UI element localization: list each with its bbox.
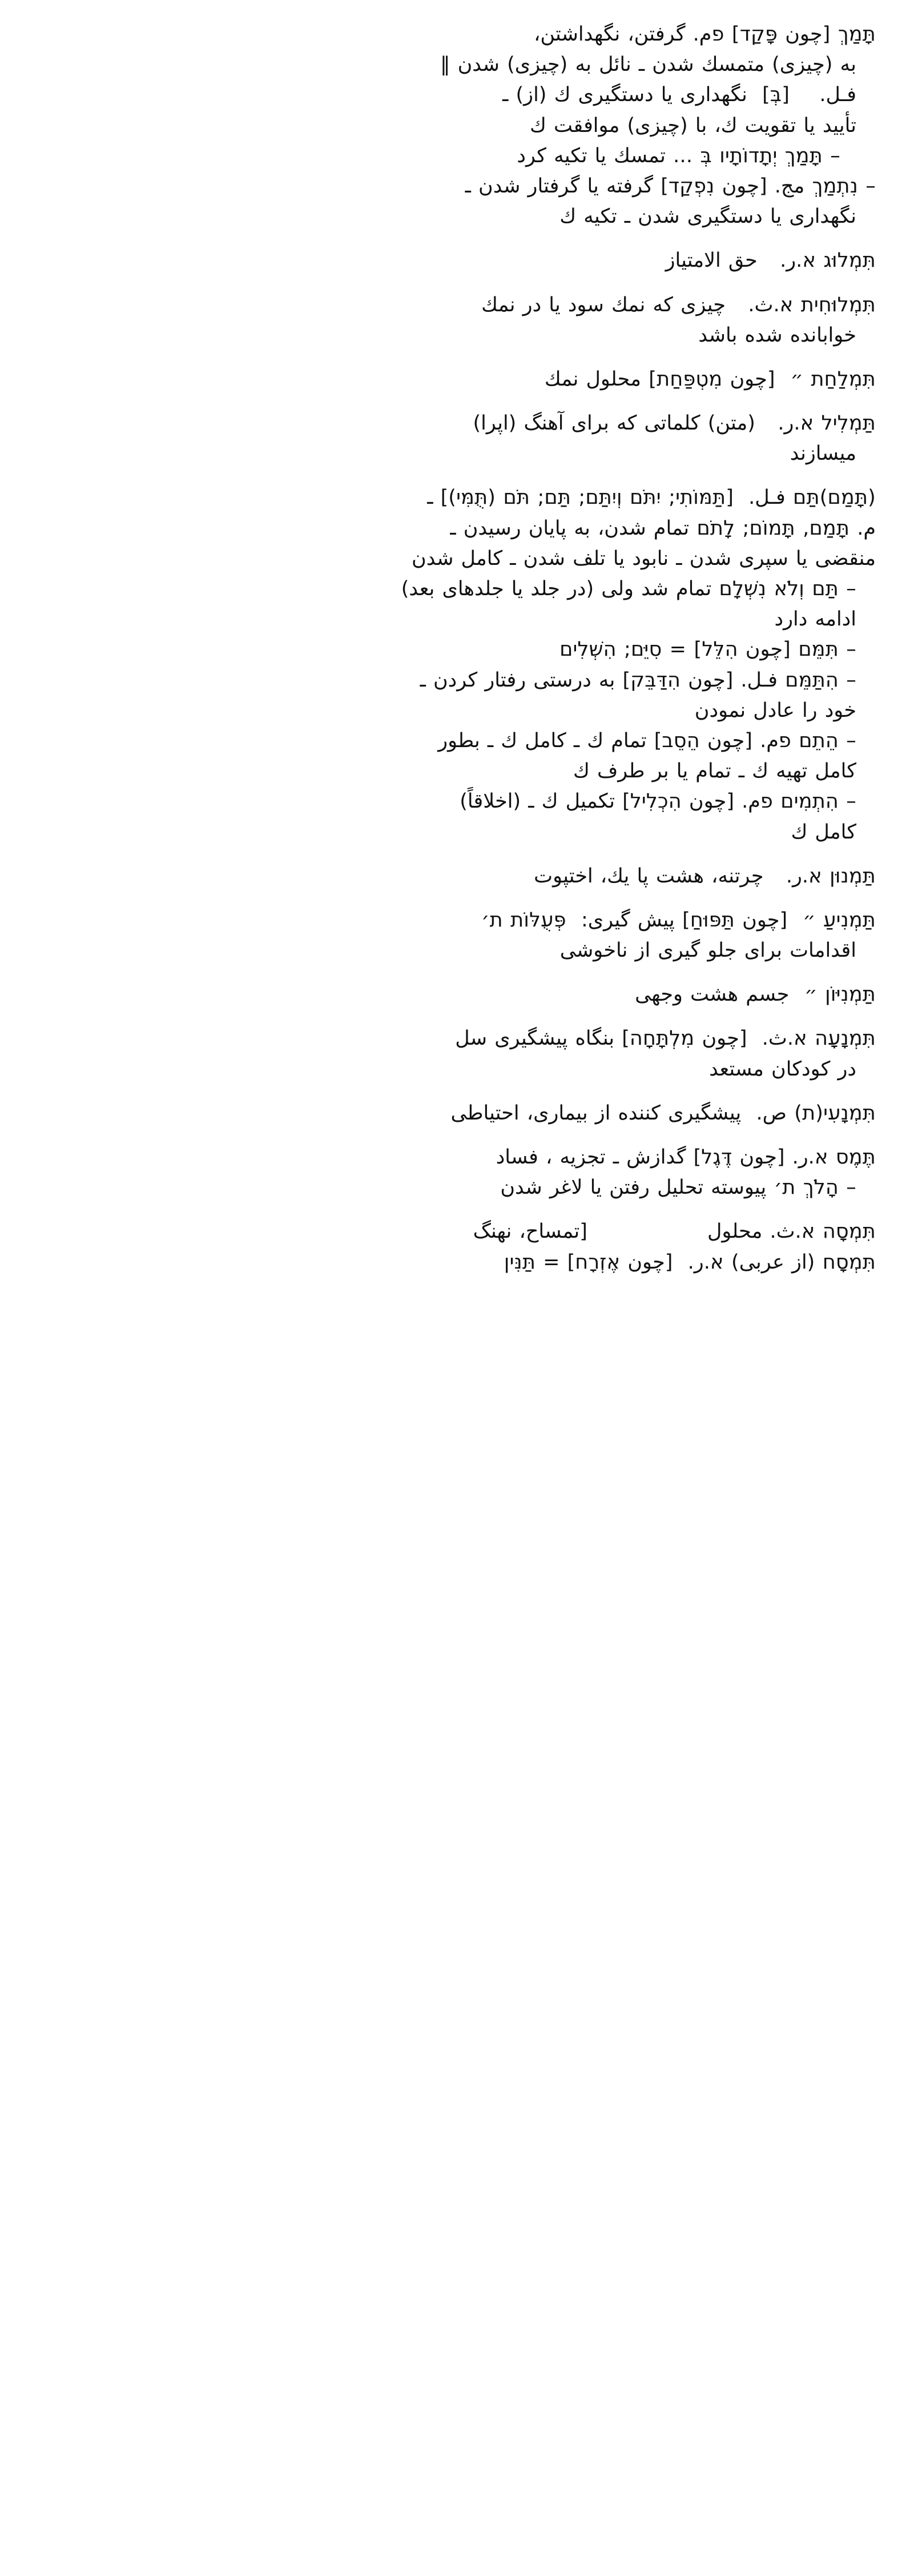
entry-spacer — [33, 469, 876, 479]
entry-body-line: به (چیزی) متمسك شدن ـ نائل به (چیزی) شدن ‖ — [440, 53, 856, 77]
entry-body-line: תִּמְסָח (از عربی) א.ر. [چون אֶזְרָח] = תַּנִּין — [504, 1250, 876, 1274]
entry-body-line: خوابانده شده باشد — [698, 323, 856, 347]
entry-spacer — [33, 1278, 876, 1288]
dictionary-entry — [33, 1024, 876, 1094]
dictionary-entry — [33, 1098, 876, 1139]
entry-spacer — [33, 1085, 876, 1095]
entry-body-line: خود را عادل نمودن — [694, 699, 856, 722]
entry-list — [33, 19, 876, 1288]
dictionary-entry — [33, 483, 876, 857]
dictionary-entry — [33, 364, 876, 405]
entry-spacer — [33, 1129, 876, 1139]
entry-spacer — [33, 276, 876, 287]
entry-spacer — [33, 395, 876, 405]
entry-headword-line: תָּמַךְ [چون פָּקַד] פ‌م. گرفتن، نگهداشتن، — [534, 23, 876, 46]
entry-body-line: نگهداری یا دستگیری شدن ـ تکیه ك — [559, 205, 856, 228]
entry-body-line: ادامه دارد — [774, 608, 856, 631]
entry-headword-line: תִּמְלַחַת ״ [چون מִטְפַּחַת] محلول نمك — [544, 367, 876, 391]
entry-body-line: – תִּמֵּם [چون הִלֵּל] = סִיֵּם; הִשְׁלִים — [559, 638, 856, 661]
entry-body-line: م. תָּמַם, תָּמוֹם; לָתֹם تمام شدن، به پایان رسیدن ـ — [450, 516, 876, 540]
dictionary-entry — [33, 290, 876, 361]
entry-spacer — [33, 1010, 876, 1020]
entry-headword-line: תַּמְנִיעַ ״ [چون תַּפּוּחַ] پیش گیری: פְּעֻלּוֹת ת׳ — [481, 908, 876, 932]
entry-spacer — [33, 351, 876, 361]
entry-body-line: – תָּמַךְ יְתָדוֹתָיו בְּ ... تمسك یا تکیه کرد — [517, 144, 840, 167]
entry-body-line: منقضی یا سپری شدن ـ نابود یا تلف شدن ـ کامل شدن — [412, 547, 876, 570]
entry-headword-line: תִּמְנָעִי(ת) ص. پیشگیری کننده از بیماری، احتیاطی — [450, 1101, 876, 1125]
entry-body-line: – הִתְמִים פ‌م. [چون הִכְלִיל] تکمیل ك ـ (اخلاقاً) — [460, 790, 856, 813]
dictionary-entry — [33, 1217, 876, 1287]
entry-headword-line: תִּמְלוּחִית א.ث. چیزی که نمك سود یا در نمك — [481, 293, 876, 316]
entry-spacer — [33, 848, 876, 858]
entry-body-line: در کودکان مستعد — [709, 1057, 856, 1081]
entry-body-line: میسازند — [790, 442, 856, 466]
entry-headword-line: תַּמְנוּן א.ر. چرتنه، هشت پا یك، اختپوت — [534, 864, 876, 888]
entry-body-line: – נִתְמַךְ مج. [چون נִפְקַד] گرفته یا گرفتار شدن ـ — [465, 174, 876, 198]
entry-headword-line: (תָּמַם)תַּם فـل. [תַּמּוֹתִי; יִתֹּם וְיִתַּם; תַּם; תֹּם (תֻּמִּי)] ـ — [427, 486, 876, 509]
dictionary-entry — [33, 408, 876, 479]
entry-body-line: کامل تهیه ك ـ تمام یا بر طرف ك — [573, 760, 856, 783]
entry-spacer — [33, 1203, 876, 1213]
dictionary-entry — [33, 246, 876, 286]
dictionary-entry — [33, 19, 876, 242]
entry-body-line: اقدامات برای جلو گیری از ناخوشی — [559, 939, 856, 962]
entry-body-line: تأیید یا تقویت ك، با (چیزی) موافقت ك — [530, 114, 856, 137]
entry-body-line: – הִתַּמֵּם فـل. [چون הִדַּבֵּק] به درستی رفتار کردن ـ — [420, 668, 856, 692]
entry-body-line: فـل. [בְּ] نگهداری یا دستگیری ك (از) ـ — [502, 83, 856, 107]
dictionary-entry — [33, 1142, 876, 1213]
entry-headword-line: תִּמְנָעָה א.ث. [چون מִלְתָּחָה] بنگاه پیشگیری سل — [455, 1027, 876, 1050]
entry-headword-line: תִּמְלוּג א.ر. حق الامتیاز — [665, 249, 876, 272]
entry-headword-line: תִּמְסָה א.ث. محلول [تمساح، نهنگ — [473, 1220, 876, 1243]
entry-spacer — [33, 232, 876, 242]
dictionary-entry — [33, 905, 876, 976]
dictionary-entry — [33, 980, 876, 1020]
entry-spacer — [33, 966, 876, 976]
entry-body-line: – הָלֹךְ ת׳ پیوسته تحلیل رفتن یا لاغر شدن — [500, 1176, 856, 1199]
entry-body-line: کامل ك — [791, 820, 856, 844]
entry-headword-line: תַּמְלִיל א.ر. (متن) کلماتی که برای آهنگ (اپرا) — [473, 412, 876, 435]
entry-body-line: – הֵתֵם פ‌م. [چون הֵסֵב] تمام ك ـ کامل ك ـ بطور — [438, 729, 856, 752]
dictionary-entry — [33, 861, 876, 902]
entry-headword-line: תֶּמֶס א.ر. [چون דֶּגֶל] گدازش ـ تجزیه ، فساد — [496, 1146, 876, 1169]
entry-headword-line: תַּמְנִיּוֹן ״ جسم هشت وجهی — [635, 983, 876, 1006]
entry-spacer — [33, 892, 876, 902]
entry-body-line: – תַּם וְלֹא נִשְׁלָם تمام شد ولی (در جلد یا جلدهای بعد) — [401, 577, 856, 600]
